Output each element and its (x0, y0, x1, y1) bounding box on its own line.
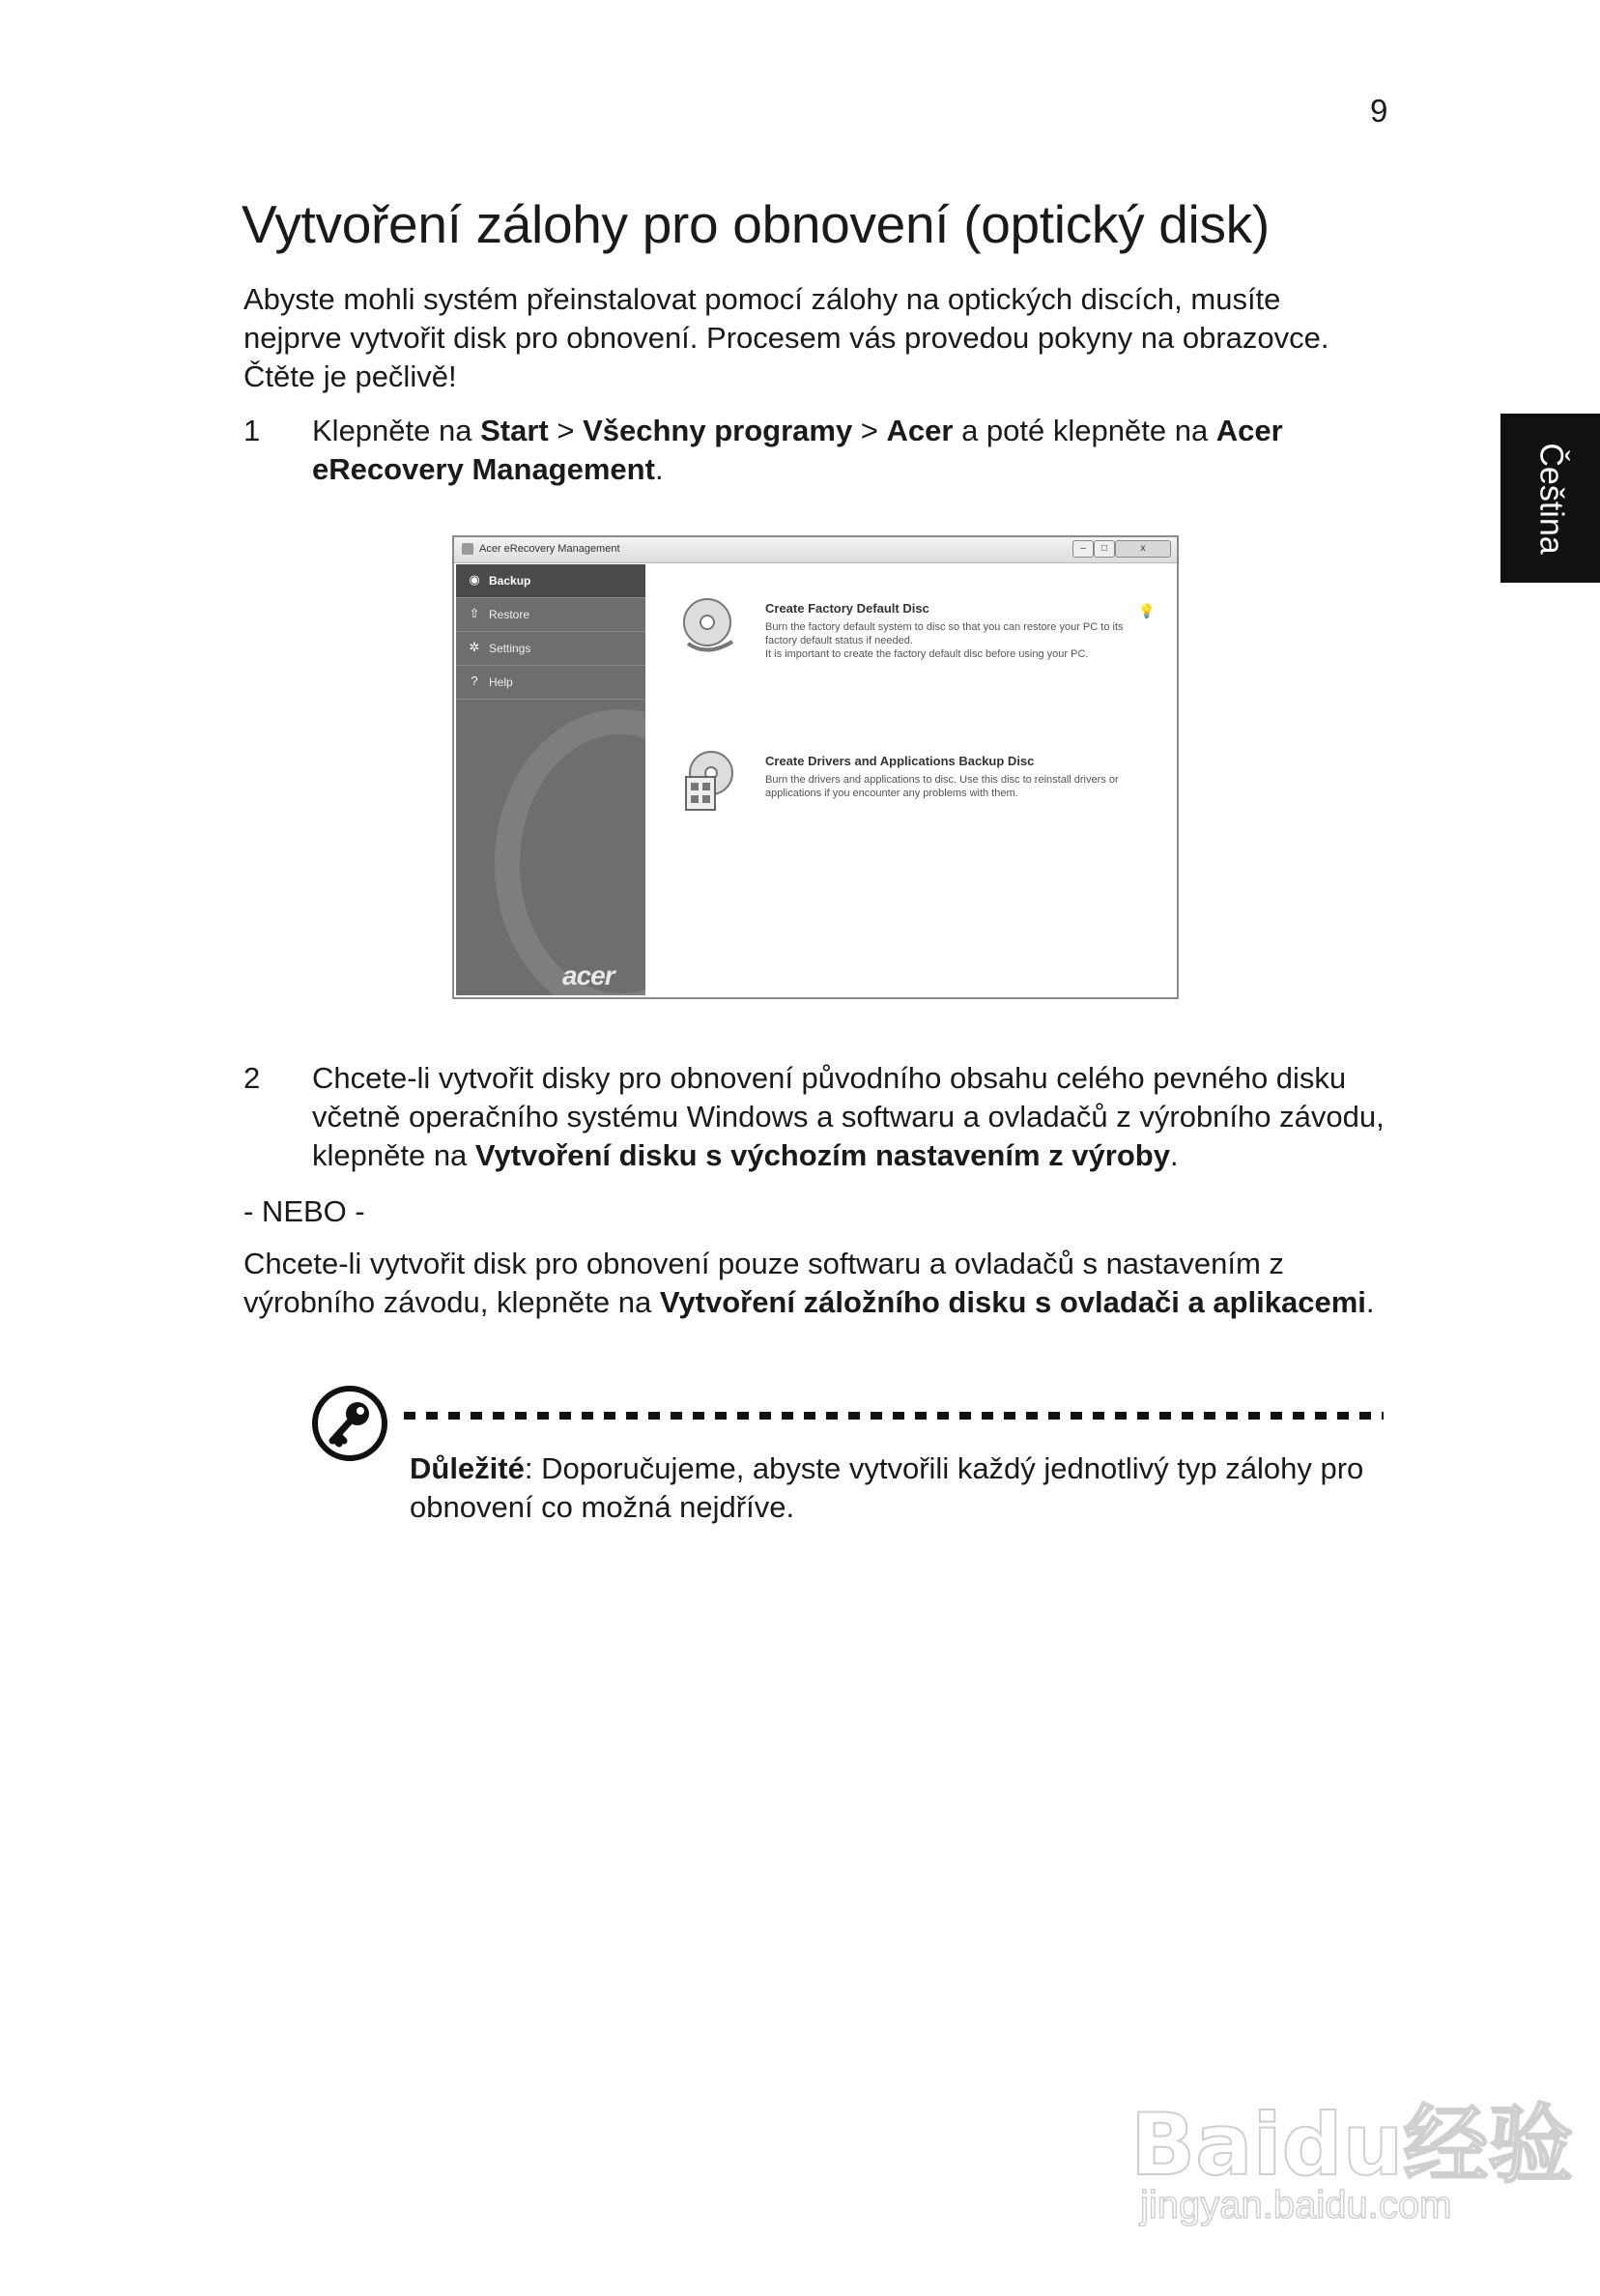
option-factory-default-title[interactable]: Create Factory Default Disc (765, 601, 929, 616)
drivers-disc-icon[interactable] (678, 748, 746, 816)
help-icon: ? (471, 674, 478, 688)
app-icon (462, 543, 473, 555)
or-separator: - NEBO - (243, 1194, 365, 1228)
important-key-icon (311, 1385, 388, 1462)
sidebar-item-backup[interactable] (456, 564, 645, 598)
watermark-main-text: Baidu经验 (1130, 2095, 1574, 2195)
step-1-text (312, 412, 1394, 489)
sidebar-item-help[interactable] (456, 666, 645, 700)
close-button[interactable]: x (1115, 540, 1171, 558)
intro-paragraph: Abyste mohli systém přeinstalovat pomocí zálohy na optických discích, musíte nejprve vytvořit disk pro obnovení. Procesem vás provedou pokyny na obrazovce. Čtěte je pečlivě! (243, 282, 1329, 393)
important-note (410, 1449, 1395, 1527)
important-note-text: : Doporučujeme, abyste vytvořili každý jednotlivý typ zálohy pro obnovení co možná nejdříve. (410, 1451, 1364, 1524)
option-drivers-backup-title[interactable]: Create Drivers and Applications Backup Disc (765, 754, 1035, 768)
sidebar-item-settings[interactable] (456, 632, 645, 666)
option-factory-default-desc (765, 620, 1152, 661)
step-1-all-programs: Všechny programy (583, 414, 853, 447)
gear-icon: ✲ (469, 640, 480, 654)
sidebar-swirl-decoration (495, 709, 645, 995)
step-1-erecovery: Acer eRecovery Management (312, 414, 1283, 486)
step-1-text-part: Klepněte na (312, 414, 481, 447)
option-factory-default-desc-1: Burn the factory default system to disc so that you can restore your PC to its factory default status if needed. (765, 621, 1124, 646)
important-note-label: Důležité (410, 1451, 525, 1485)
step-2-text-part: . (1169, 1138, 1179, 1172)
sidebar-item-label: Restore (489, 608, 530, 621)
alternative-paragraph (243, 1245, 1403, 1322)
window-titlebar (454, 537, 1177, 563)
disc-icon: ◉ (469, 572, 480, 587)
sidebar-item-label: Settings (489, 642, 531, 655)
option-drivers-backup-desc: Burn the drivers and applications to disc. Use this disc to reinstall drivers or applications if you encounter any problems with them. (765, 774, 1119, 799)
step-1-start: Start (480, 414, 549, 447)
erecovery-window-screenshot (452, 535, 1179, 999)
step-2-text (312, 1059, 1394, 1175)
sidebar-item-label: Backup (489, 574, 531, 588)
dotted-divider (404, 1412, 1384, 1420)
alternative-text-part: . (1365, 1285, 1375, 1319)
window-title: Acer eRecovery Management (479, 543, 620, 555)
minimize-button[interactable]: – (1072, 540, 1094, 558)
page-title: Vytvoření zálohy pro obnovení (optický disk) (242, 194, 1270, 254)
tip-bulb-icon: 💡 (1138, 603, 1156, 618)
option-factory-default-desc-2: It is important to create the factory default disc before using your PC. (765, 648, 1089, 660)
maximize-button[interactable]: □ (1094, 540, 1115, 558)
language-tab-label: Čeština (1532, 442, 1569, 555)
step-1-number: 1 (243, 414, 261, 447)
sidebar-item-restore[interactable] (456, 598, 645, 632)
sidebar-item-label: Help (489, 675, 513, 689)
step-1-text-part: > (852, 414, 887, 447)
alternative-text-part: Chcete-li vytvořit disk pro obnovení pouze softwaru a ovladačů s nastavením z výrobního závodu, klepněte na (243, 1247, 1284, 1319)
step-1-text-part: . (654, 452, 664, 486)
sidebar (456, 564, 645, 995)
alternative-bold-option: Vytvoření záložního disku s ovladači a aplikacemi (659, 1285, 1366, 1319)
restore-icon: ⇧ (469, 606, 480, 620)
step-1-text-part: a poté klepněte na (953, 414, 1216, 447)
factory-disc-icon[interactable] (678, 593, 746, 661)
watermark-url-text: jingyan.baidu.com (1140, 2184, 1452, 2226)
baidu-watermark (1130, 2039, 1574, 2242)
step-2-bold-option: Vytvoření disku s výchozím nastavením z výroby (474, 1138, 1170, 1172)
page-number: 9 (1370, 93, 1388, 129)
step-2-text-part: Chcete-li vytvořit disky pro obnovení původního obsahu celého pevného disku včetně operačního systému Windows a softwaru a ovladačů z výrobního závodu, klepněte na (312, 1061, 1385, 1172)
step-2-number: 2 (243, 1061, 261, 1095)
language-tab (1500, 414, 1600, 583)
acer-logo: acer (562, 961, 614, 990)
step-1-text-part: > (548, 414, 584, 447)
step-1-acer: Acer (886, 414, 954, 447)
